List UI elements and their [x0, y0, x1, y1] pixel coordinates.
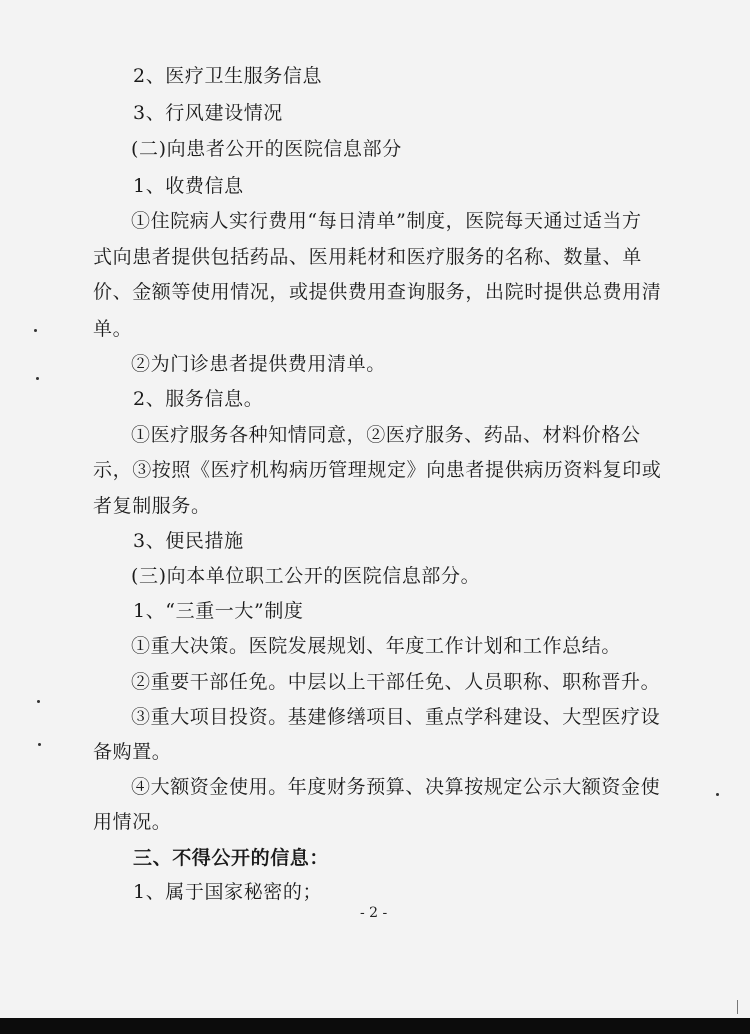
subheading-fee-info: 1、收费信息 — [133, 175, 244, 197]
paragraph-line: ②为门诊患者提供费用清单。 — [131, 353, 386, 375]
item-healthcare-service-info: 2、医疗卫生服务信息 — [133, 65, 323, 87]
item-conduct-building: 3、行风建设情况 — [133, 102, 283, 124]
scan-bottom-edge — [0, 1018, 750, 1034]
page-number: - 2 - — [360, 905, 388, 921]
paragraph-line: ②重要干部任免。中层以上干部任免、人员职称、职称晋升。 — [131, 671, 661, 693]
paragraph-line: 用情况。 — [93, 811, 172, 833]
paragraph-line: ①住院病人实行费用“每日清单”制度，医院每天通过适当方 — [131, 210, 642, 232]
paragraph-line: ③重大项目投资。基建修缮项目、重点学科建设、大型医疗设 — [131, 706, 661, 728]
paragraph-line: 价、金额等使用情况，或提供费用查询服务，出院时提供总费用清 — [93, 281, 662, 303]
scan-speck — [36, 377, 39, 380]
scan-edge-mark — [737, 1000, 738, 1014]
subheading-three-one: 1、“三重一大”制度 — [133, 600, 304, 622]
section-heading-not-public: 三、不得公开的信息： — [133, 847, 330, 869]
paragraph-line: 备购置。 — [93, 741, 172, 763]
scan-speck — [34, 329, 37, 332]
paragraph-line: 示，③按照《医疗机构病历管理规定》向患者提供病历资料复印或 — [93, 459, 662, 481]
subheading-service-info: 2、服务信息。 — [133, 388, 264, 410]
scan-speck — [716, 793, 719, 796]
paragraph-line: ④大额资金使用。年度财务预算、决算按规定公示大额资金使 — [131, 776, 661, 798]
paragraph-line: 式向患者提供包括药品、医用耗材和医疗服务的名称、数量、单 — [93, 246, 642, 268]
paragraph-line: 单。 — [93, 318, 133, 340]
subheading-convenience: 3、便民措施 — [133, 530, 244, 552]
paragraph-line: 1、属于国家秘密的； — [133, 881, 323, 903]
section-heading-staff: (三)向本单位职工公开的医院信息部分。 — [131, 565, 481, 587]
scan-speck — [38, 743, 41, 746]
paragraph-line: 者复制服务。 — [93, 495, 211, 517]
paragraph-line: ①医疗服务各种知情同意，②医疗服务、药品、材料价格公 — [131, 424, 641, 446]
section-heading-patients: (二)向患者公开的医院信息部分 — [131, 138, 402, 160]
scan-speck — [37, 700, 40, 703]
paragraph-line: ①重大决策。医院发展规划、年度工作计划和工作总结。 — [131, 635, 622, 657]
